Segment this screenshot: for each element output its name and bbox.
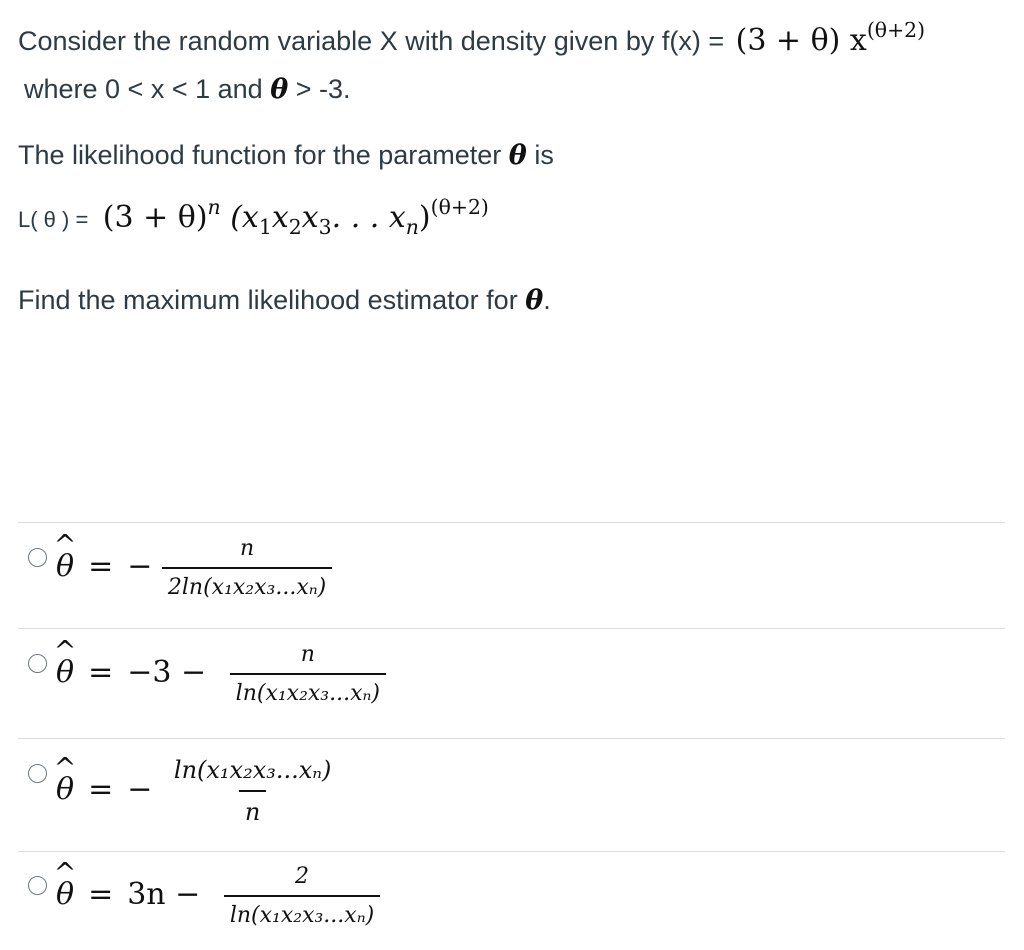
period: .	[543, 285, 551, 315]
question-line-find	[18, 287, 551, 314]
option-formula	[56, 642, 386, 706]
theta-hat: ^ θ	[56, 549, 74, 584]
fraction	[224, 864, 380, 928]
density-formula-base: (3 + θ) x	[735, 23, 867, 58]
subscript: 3	[318, 215, 332, 240]
numerator: n	[300, 642, 315, 667]
option-formula	[56, 864, 380, 928]
domain-condition: > -3.	[295, 74, 351, 104]
denominator: 2ln(x₁x₂x₃...xₙ)	[162, 567, 332, 600]
likelihood-product-open: (x	[230, 200, 259, 235]
option-formula	[56, 536, 332, 600]
option-prefix: −3 −	[127, 655, 207, 690]
density-formula	[735, 17, 926, 58]
fraction	[230, 642, 386, 706]
question-line-domain	[24, 76, 351, 103]
divider	[18, 522, 1005, 523]
likelihood-exp1: n	[207, 194, 221, 219]
radio-button[interactable]	[28, 548, 47, 567]
likelihood-label: L( θ ) =	[18, 207, 89, 232]
theta-hat: ^ θ	[56, 772, 74, 807]
radio-button[interactable]	[28, 876, 47, 895]
radio-button[interactable]	[28, 764, 47, 783]
theta-symbol: θ	[525, 285, 544, 316]
density-formula-exponent: (θ+2)	[866, 17, 926, 42]
numerator: 2	[295, 864, 310, 889]
likelihood-intro-text: The likelihood function for the parameter	[18, 140, 502, 170]
question-line-likelihood-intro	[18, 142, 554, 169]
denominator: ln(x₁x₂x₃...xₙ)	[230, 673, 386, 706]
subscript: 1	[258, 215, 272, 240]
option-prefix: −	[127, 772, 153, 807]
option-formula	[56, 756, 337, 826]
equals-sign: =	[88, 549, 114, 584]
divider	[18, 851, 1005, 852]
theta-symbol: θ	[508, 140, 527, 171]
likelihood-exp2: (θ+2)	[430, 194, 489, 219]
option-prefix: 3n −	[127, 877, 201, 912]
denominator: ln(x₁x₂x₃...xₙ)	[224, 895, 380, 928]
density-text: Consider the random variable X with density given by f(x) =	[18, 26, 725, 56]
likelihood-formula: $(3 + \theta)^n$ ($x_1x_2x_3$. . . $x_n)^{(\theta+2)}$	[102, 194, 489, 240]
divider	[18, 628, 1005, 629]
likelihood-product-close: )	[418, 200, 431, 235]
likelihood-part1: (3 + θ)	[102, 200, 208, 235]
numerator: n	[239, 536, 255, 561]
divider	[18, 738, 1005, 739]
theta-hat: ^ θ	[56, 655, 74, 690]
radio-button[interactable]	[28, 654, 47, 673]
fraction	[168, 756, 337, 826]
likelihood-dots: . . . x	[331, 200, 406, 235]
fraction	[162, 536, 332, 600]
question-line-density	[18, 17, 926, 58]
subscript: 2	[288, 215, 302, 240]
theta-symbol: θ	[270, 74, 289, 105]
likelihood-equation	[18, 194, 489, 240]
denominator: n	[239, 790, 266, 826]
subscript: n	[405, 215, 419, 240]
theta-hat: ^ θ	[56, 877, 74, 912]
find-mle-text: Find the maximum likelihood estimator for	[18, 285, 518, 315]
numerator: ln(x₁x₂x₃...xₙ)	[173, 756, 332, 784]
option-prefix: −	[127, 549, 153, 584]
equals-sign: =	[88, 877, 114, 912]
domain-text: where 0 < x < 1 and	[24, 74, 263, 104]
equals-sign: =	[88, 655, 114, 690]
equals-sign: =	[88, 772, 114, 807]
likelihood-intro-suffix: is	[534, 140, 554, 170]
